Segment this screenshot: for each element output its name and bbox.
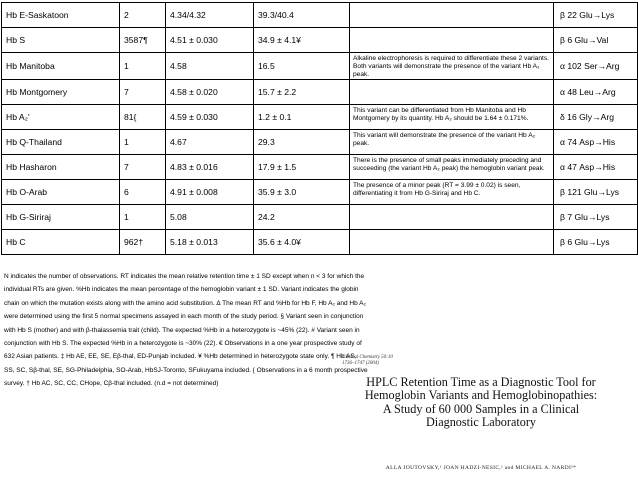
note-cell [350,3,554,28]
note-cell [350,230,554,255]
note-cell [350,28,554,53]
pct-hb-cell: 16.5 [254,53,350,80]
rt-cell: 5.18 ± 0.013 [166,230,254,255]
note-cell: There is the presence of small peaks immediately preceding and succeeding (the variant Hb A₂ peak) the hemoglobin variant peak. [350,155,554,180]
journal-citation [342,355,393,367]
hemoglobin-variants-table [1,2,638,255]
paper-title-line: HPLC Retention Time as a Diagnostic Tool for [366,375,596,389]
mutation-cell: β 22 Glu→Lys [554,3,638,28]
footnote-line: chain on which the mutation exists along with the amino acid substitution. ∆ The mean RT and %Hb for Hb F, Hb A₂ and Hb A₂ [4,299,367,307]
rt-cell: 4.34/4.32 [166,3,254,28]
mutation-cell: β 7 Glu→Lys [554,205,638,230]
pct-hb-cell: 35.9 ± 3.0 [254,180,350,205]
table-row [2,53,638,80]
pct-hb-cell: 1.2 ± 0.1 [254,105,350,130]
n-cell: 1 [120,53,166,80]
n-cell: 81{ [120,105,166,130]
variant-cell: Hb E-Saskatoon [2,3,120,28]
paper-title-line: Hemoglobin Variants and Hemoglobinopathies: [364,388,598,403]
variant-cell: Hb O-Arab [2,180,120,205]
pct-hb-cell: 15.7 ± 2.2 [254,80,350,105]
mutation-cell: β 6 Glu→Val [554,28,638,53]
footnote-line: N indicates the number of observations. RT indicates the mean relative retention time ± 1 SD except when n < 3 for which the [4,273,365,280]
mutation-cell: α 47 Asp→His [554,155,638,180]
paper-title-line: Diagnostic Laboratory [426,414,536,429]
table-row [2,105,638,130]
variant-cell: Hb C [2,230,120,255]
mutation-cell: δ 16 Gly→Arg [554,105,638,130]
pct-hb-cell: 34.9 ± 4.1¥ [254,28,350,53]
pct-hb-cell: 39.3/40.4 [254,3,350,28]
table-row [2,130,638,155]
pct-hb-cell: 24.2 [254,205,350,230]
table-footnotes [4,270,636,391]
footnote-line: conjunction with Hb S. The expected %Hb in a heterozygote is ~30% (22). € Observations in a one year prospective study of [4,340,362,348]
table-row [2,3,638,28]
note-cell: This variant will demonstrate the presence of the variant Hb A₂ peak. [350,130,554,155]
pct-hb-cell: 35.6 ± 4.0¥ [254,230,350,255]
footnote-line: individual RTs are given. %Hb indicates the mean percentage of the hemoglobin variant ± 1 SD. Variant indicates the globin [4,286,359,294]
journal-pages: 1736–1747 (2004) [342,361,380,366]
footnote-line: were determined using the first 5 normal specimens assayed in each month of the study period. § Variant seen in conjunction [4,313,364,321]
mutation-cell: α 74 Asp→His [554,130,638,155]
note-cell: The presence of a minor peak (RT = 3.99 ± 0.02) is seen, differentiating it from Hb G-Siriraj and Hb C. [350,180,554,205]
mutation-cell: β 121 Glu→Lys [554,180,638,205]
rt-cell: 4.58 [166,53,254,80]
mutation-cell: α 102 Ser→Arg [554,53,638,80]
journal-name: Clinical Chemistry 50:10 [342,355,393,360]
rt-cell: 4.67 [166,130,254,155]
footnote-line: with Hb S (mother) and with β-thalassemia trait (child). The expected %Hb in a heterozygote is ~45% (22). # Variant seen in [4,326,360,334]
footnote-line: survey. † Hb AC, SC, CC, CHope, Cβ-thal included. (n.d = not determined) [4,380,219,388]
table-row [2,230,638,255]
rt-cell: 4.58 ± 0.020 [166,80,254,105]
n-cell: 7 [120,155,166,180]
table-row [2,155,638,180]
n-cell: 1 [120,130,166,155]
n-cell: 7 [120,80,166,105]
footnote-line: SS, SC, Sβ-thal, SE, SG-Philadelphia, SO-Arab, HbSJ-Toronto, SFukuyama included. { Observations in a 6 month prospective [4,366,368,374]
table-row [2,205,638,230]
variant-cell: Hb Montgomery [2,80,120,105]
table-row [2,180,638,205]
paper-authors: ALLA JOUTOVSKY,¹ JOAN HADZI-NESIC,¹ and MICHAEL A. NARDI²* [385,465,577,471]
note-cell: Alkaline electrophoresis is required to differentiate these 2 variants. Both variants will demonstrate the presence of the variant Hb A₂ peak. [350,53,554,80]
n-cell: 1 [120,205,166,230]
rt-cell: 4.91 ± 0.008 [166,180,254,205]
n-cell: 6 [120,180,166,205]
table-body [2,3,638,255]
paper-title [330,376,632,429]
pct-hb-cell: 17.9 ± 1.5 [254,155,350,180]
note-cell [350,80,554,105]
pct-hb-cell: 29.3 [254,130,350,155]
rt-cell: 4.51 ± 0.030 [166,28,254,53]
paper-title-line: A Study of 60 000 Samples in a Clinical [382,401,580,416]
rt-cell: 4.59 ± 0.030 [166,105,254,130]
variant-cell: Hb Q-Thailand [2,130,120,155]
n-cell: 3587¶ [120,28,166,53]
note-cell [350,205,554,230]
n-cell: 2 [120,3,166,28]
variant-cell: Hb S [2,28,120,53]
footnote-line: 632 Asian patients. ‡ Hb AE, EE, SE, Eβ-thal, ED-Punjab included. ¥ %Hb determined in heterozygote state only. ¶ Hb AS, [4,353,357,361]
mutation-cell: β 6 Glu→Lys [554,230,638,255]
rt-cell: 5.08 [166,205,254,230]
mutation-cell: α 48 Leu→Arg [554,80,638,105]
variant-cell: Hb G-Siriraj [2,205,120,230]
table-row [2,28,638,53]
table-row [2,80,638,105]
variant-cell: Hb Manitoba [2,53,120,80]
n-cell: 962† [120,230,166,255]
variant-cell: Hb Hasharon [2,155,120,180]
note-cell: This variant can be differentiated from Hb Manitoba and Hb Montgomery by its quantity. Hb A₂ should be 1.64 ± 0.171%. [350,105,554,130]
rt-cell: 4.83 ± 0.016 [166,155,254,180]
variant-cell: Hb A₂' [2,105,120,130]
